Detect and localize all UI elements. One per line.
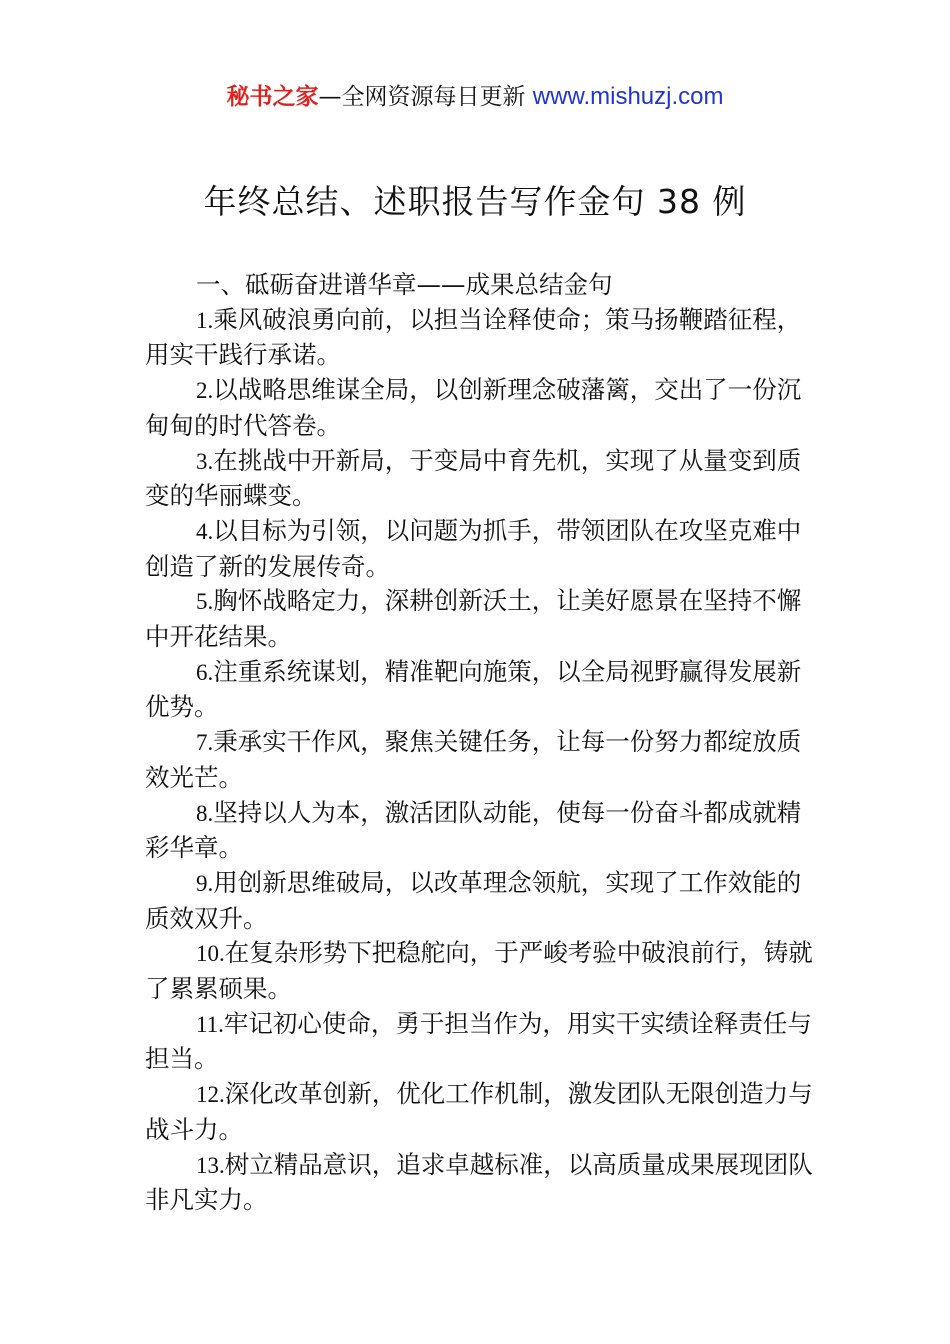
document-title: 年终总结、述职报告写作金句 38 例: [203, 182, 747, 221]
quote-text: 注重系统谋划，精准靶向施策，以全局视野赢得发展新优势。: [145, 656, 802, 722]
quote-item: [145, 444, 815, 514]
quote-text: 深化改革创新，优化工作机制，激发团队无限创造力与战斗力。: [145, 1079, 813, 1144]
quote-item: [145, 1077, 815, 1147]
quote-text: 在复杂形势下把稳舵向，于严峻考验中破浪前行，铸就了累累硕果。: [145, 938, 813, 1004]
quote-text: 乘风破浪勇向前，以担当诠释使命；策马扬鞭踏征程，用实干践行承诺。: [145, 304, 802, 370]
quote-number: 8.: [196, 800, 214, 826]
document-body: [145, 268, 815, 1218]
section-heading: 一、砥砺奋进谱华章——成果总结金句: [196, 270, 613, 299]
quote-number: 9.: [196, 870, 214, 896]
quote-item: [145, 725, 815, 795]
quote-item: [145, 514, 815, 584]
quote-item: [145, 866, 815, 936]
quote-number: 10.: [196, 941, 225, 967]
quote-text: 以战略思维谋全局，以创新理念破藩篱，交出了一份沉甸甸的时代答卷。: [145, 375, 802, 440]
quote-number: 4.: [196, 518, 214, 544]
quote-text: 秉承实干作风，聚焦关键任务，让每一份努力都绽放质效光芒。: [145, 727, 802, 792]
quote-number: 5.: [196, 589, 214, 615]
quote-number: 7.: [196, 730, 214, 756]
quote-text: 胸怀战略定力，深耕创新沃土，让美好愿景在坚持不懈中开花结果。: [145, 586, 802, 652]
quote-item: [145, 584, 815, 654]
site-tagline: —全网资源每日更新: [318, 84, 526, 110]
quote-item: [145, 303, 815, 373]
quote-number: 11.: [196, 1011, 224, 1037]
quote-number: 6.: [196, 659, 214, 685]
site-url-link[interactable]: www.mishuzj.com: [532, 83, 724, 110]
quote-item: [145, 1007, 815, 1077]
site-header: [0, 80, 950, 114]
quote-number: 13.: [196, 1152, 225, 1178]
quote-text: 坚持以人为本，激活团队动能，使每一份奋斗都成就精彩华章。: [145, 797, 802, 863]
quote-item: [145, 373, 815, 443]
quote-list: [145, 303, 815, 1218]
quote-text: 在挑战中开新局，于变局中育先机，实现了从量变到质变的华丽蝶变。: [145, 445, 802, 511]
quote-item: [145, 936, 815, 1006]
quote-text: 用创新思维破局，以改革理念领航，实现了工作效能的质效双升。: [145, 867, 802, 933]
quote-text: 树立精品意识，追求卓越标准，以高质量成果展现团队非凡实力。: [145, 1149, 813, 1215]
quote-text: 牢记初心使命，勇于担当作为，用实干实绩诠释责任与担当。: [145, 1008, 812, 1074]
quote-number: 1.: [196, 307, 214, 333]
quote-number: 2.: [196, 378, 214, 404]
quote-number: 3.: [196, 448, 214, 474]
quote-item: [145, 1148, 815, 1218]
quote-text: 以目标为引领，以问题为抓手，带领团队在攻坚克难中创造了新的发展传奇。: [145, 515, 802, 581]
site-brand: 秘书之家: [226, 84, 319, 110]
quote-item: [145, 655, 815, 725]
quote-number: 12.: [196, 1082, 225, 1108]
quote-item: [145, 796, 815, 866]
